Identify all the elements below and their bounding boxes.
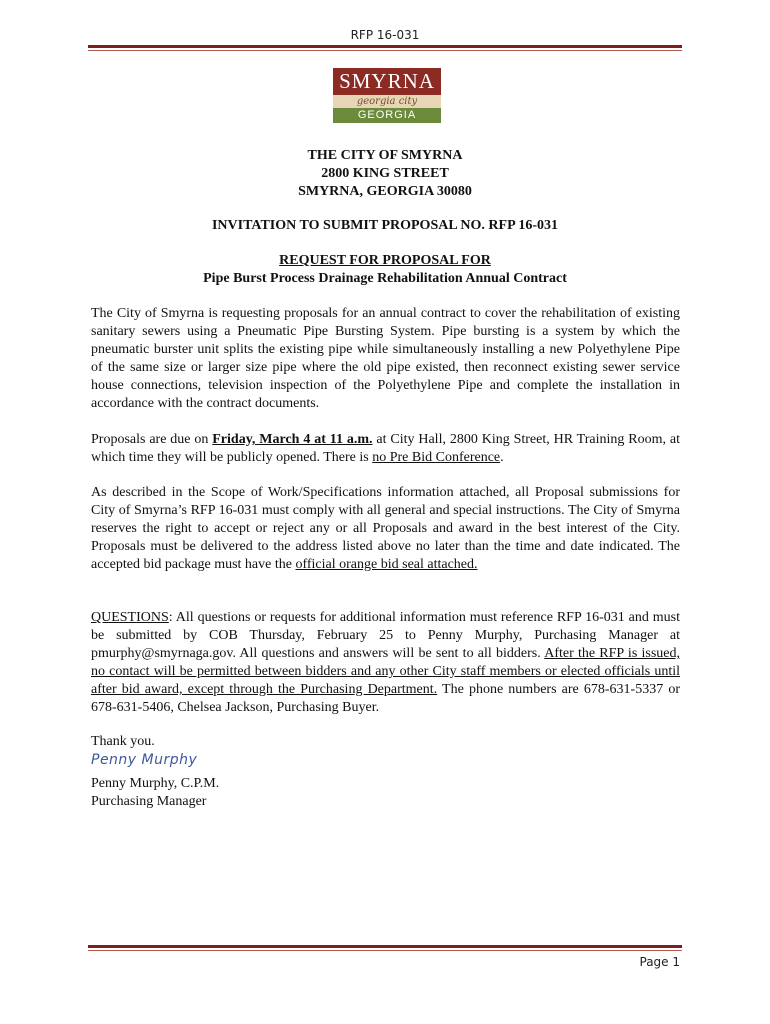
no-conference: no Pre Bid Conference (372, 450, 501, 465)
rfp-title: REQUEST FOR PROPOSAL FOR (279, 253, 491, 268)
paragraph-intro: The City of Smyrna is requesting proposals for an annual contract to cover the rehabilitation of existing sanitary sewers using a Pneumatic Pipe Bursting System. Pipe bursting is a system by which the pneumatic burster unit splits the existing pipe while simultaneously installing a new Polyethylene Pipe of the same size or larger size pipe where the old pipe existed, then reconnect existing sewer service house connections, television inspection of the Polyethylene Pipe and complete the installation in accordance with the contract documents. (91, 306, 680, 411)
questions-text: : All questions or requests for additional information must reference RFP 16-031 and must be submitted by COB Thursday, February 25 to Penny Murphy, Purchasing Manager at pmurphy@smyrnaga.gov. All questions and answers will be sent to all bidders. (91, 610, 680, 661)
footer-rule (88, 945, 682, 951)
logo-bottom: GEORGIA (333, 108, 441, 123)
logo-top: SMYRNA (333, 68, 441, 95)
paragraph-due-date (91, 431, 680, 467)
due-end: . (500, 450, 504, 465)
signer-name: Penny Murphy, C.P.M. (91, 776, 220, 791)
address-line-3: SMYRNA, GEORGIA 30080 (298, 184, 472, 199)
contact-notice: After the RFP is issued, no contact will be permitted between bidders and any other City staff members or elected officials until after bid award, except through the Purchasing Department. (91, 646, 680, 697)
questions-end: The phone numbers are 678-631-5337 or 678-631-5406, Chelsea Jackson, Purchasing Buyer. (91, 682, 680, 715)
signer-title: Purchasing Manager (91, 794, 207, 809)
address-line-2: 2800 KING STREET (321, 166, 449, 181)
smyrna-logo (333, 68, 441, 123)
rfp-subtitle: Pipe Burst Process Drainage Rehabilitation Annual Contract (203, 271, 567, 286)
questions-label: QUESTIONS (91, 610, 169, 625)
due-mid: at City Hall, 2800 King Street, HR Training Room, at which time they will be publicly opened. There is (91, 432, 680, 465)
logo-middle: georgia city (333, 95, 441, 108)
page-header: RFP 16-031 (350, 28, 420, 42)
bid-seal: official orange bid seal attached. (295, 557, 478, 572)
paragraph-questions (91, 609, 680, 717)
signature: Penny Murphy (91, 752, 198, 768)
paragraph-scope (91, 484, 680, 574)
header-rule (88, 45, 682, 51)
due-pre: Proposals are due on (91, 432, 213, 447)
thank-you: Thank you. (91, 734, 155, 749)
address-line-1: THE CITY OF SMYRNA (307, 148, 463, 163)
due-date: Friday, March 4 at 11 a.m. (212, 432, 373, 447)
invitation-heading: INVITATION TO SUBMIT PROPOSAL NO. RFP 16-031 (211, 218, 559, 233)
scope-text: As described in the Scope of Work/Specifications information attached, all Proposal submissions for City of Smyrna’s RFP 16-031 must comply with all general and special instructions. The City of Smyrna reserves the right to accept or reject any or all Proposals and award in the best interest of the City. Proposals must be delivered to the address listed above no later than the time and date indicated. The accepted bid package must have the (91, 485, 680, 572)
page-number: Page 1 (639, 955, 680, 969)
